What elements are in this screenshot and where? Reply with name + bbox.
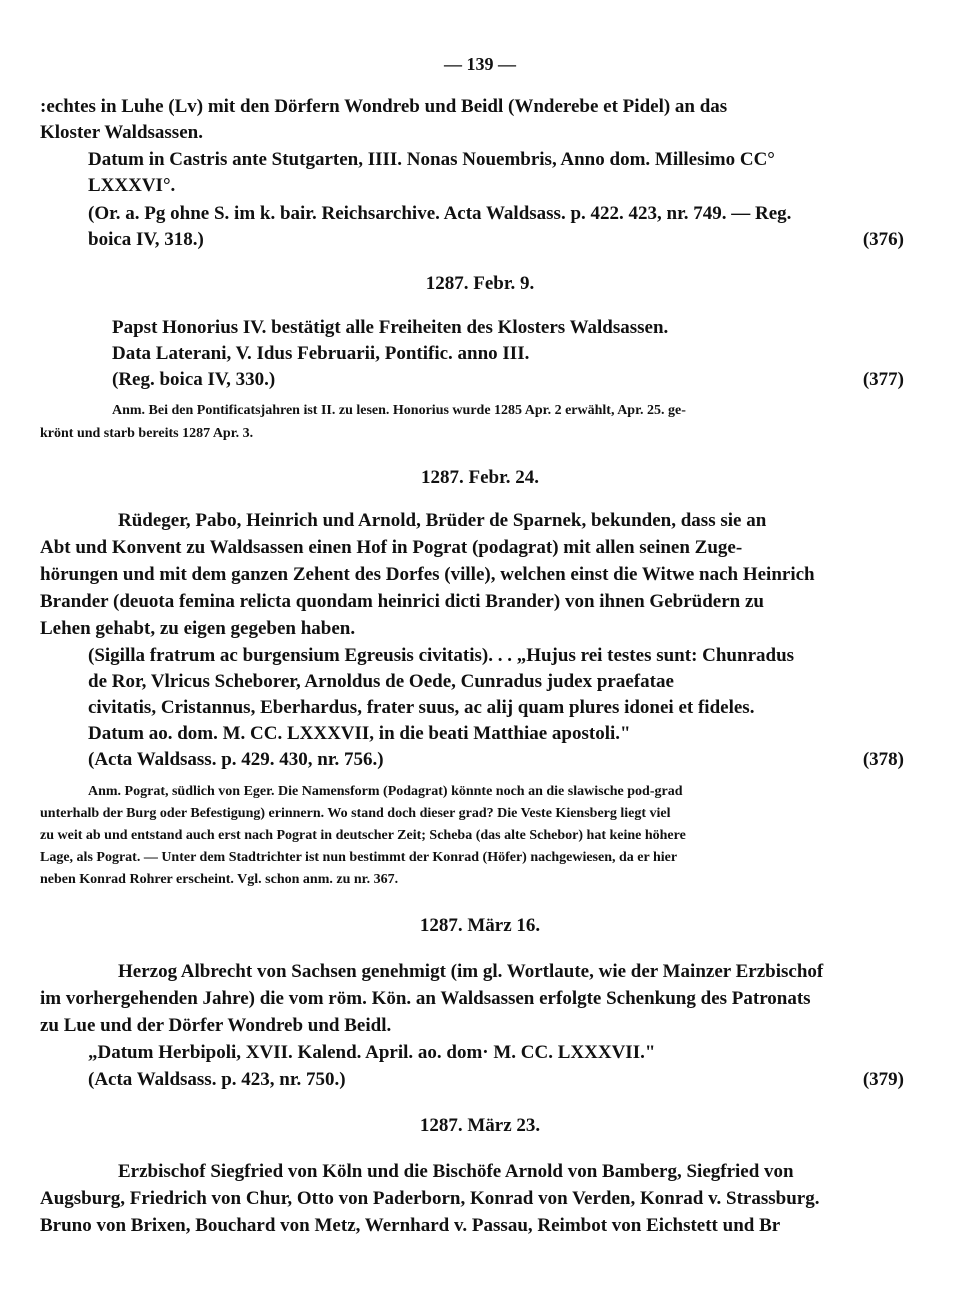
entry-number: (378) [862, 749, 904, 770]
annotation-line: neben Konrad Rohrer erscheint. Vgl. schon anm. zu nr. 367. [40, 872, 399, 887]
text-line: „Datum Herbipoli, XVII. Kalend. April. ao. dom· M. CC. LXXXVII." [88, 1042, 656, 1063]
text-line: boica IV, 318.) [88, 229, 204, 250]
text-line: Datum ao. dom. M. CC. LXXXVII, in die beati Matthiae apostoli." [88, 723, 631, 744]
entry-date-heading: 1287. Febr. 24. [420, 467, 540, 488]
text-line: Herzog Albrecht von Sachsen genehmigt (im gl. Wortlaute, wie der Mainzer Erzbischof [118, 961, 824, 982]
annotation-line: Lage, als Pograt. — Unter dem Stadtrichter ist nun bestimmt der Konrad (Höfer) nachgewiesen, da er hier [40, 850, 678, 865]
text-line: (Acta Waldsass. p. 429. 430, nr. 756.) [88, 749, 384, 770]
text-line: Bruno von Brixen, Bouchard von Metz, Wernhard v. Passau, Reimbot von Eichstett und Br [40, 1215, 781, 1236]
text-line: zu Lue und der Dörfer Wondreb und Beidl. [40, 1015, 392, 1036]
annotation-line: Anm. Bei den Pontificatsjahren ist II. zu lesen. Honorius wurde 1285 Apr. 2 erwählt, Apr. 25. ge- [112, 403, 686, 418]
text-line: hörungen und mit dem ganzen Zehent des Dorfes (ville), welchen einst die Witwe nach Heinrich [40, 564, 815, 585]
text-line: de Ror, Vlricus Scheborer, Arnoldus de Oede, Cunradus judex praefatae [88, 671, 674, 692]
page-number: — 139 — [444, 54, 516, 74]
text-line: :echtes in Luhe (Lv) mit den Dörfern Wondreb und Beidl (Wnderebe et Pidel) an das [40, 96, 728, 117]
text-line: Datum in Castris ante Stutgarten, IIII. Nonas Nouembris, Anno dom. Millesimo CC° [88, 149, 775, 170]
entry-date-heading: 1287. März 23. [419, 1115, 541, 1136]
text-line: (Sigilla fratrum ac burgensium Egreusis civitatis). . . „Hujus rei testes sunt: Chunradus [88, 645, 795, 666]
text-line: LXXXVI°. [88, 175, 176, 196]
text-line: Lehen gehabt, zu eigen gegeben haben. [40, 618, 356, 639]
annotation-line: zu weit ab und entstand auch erst nach Pograt in deutscher Zeit; Scheba (das alte Schebor) hat keine höhere [40, 828, 686, 843]
annotation-line: krönt und starb bereits 1287 Apr. 3. [40, 426, 254, 441]
entry-number: (376) [862, 229, 904, 250]
text-line: Brander (deuota femina relicta quondam heinrici dicti Brander) von ihnen Gebrüdern zu [40, 591, 764, 612]
text-line: (Acta Waldsass. p. 423, nr. 750.) [88, 1069, 346, 1090]
annotation-line: Anm. Pograt, südlich von Eger. Die Namensform (Podagrat) könnte noch an die slawische pod-grad [88, 784, 683, 799]
entry-date-heading: 1287. März 16. [419, 915, 541, 936]
text-line: (Reg. boica IV, 330.) [112, 369, 276, 390]
text-line: im vorhergehenden Jahre) die vom röm. Kön. an Waldsassen erfolgte Schenkung des Patronats [40, 988, 811, 1009]
entry-number: (379) [862, 1069, 904, 1090]
text-line: Abt und Konvent zu Waldsassen einen Hof in Pograt (podagrat) mit allen seinen Zuge- [40, 537, 743, 558]
entry-number: (377) [862, 369, 904, 390]
text-line: Rüdeger, Pabo, Heinrich und Arnold, Brüder de Sparnek, bekunden, dass sie an [118, 510, 767, 531]
text-line: (Or. a. Pg ohne S. im k. bair. Reichsarchive. Acta Waldsass. p. 422. 423, nr. 749. — Reg. [88, 203, 792, 224]
text-line: Data Laterani, V. Idus Februarii, Pontific. anno III. [112, 343, 530, 364]
text-line: Erzbischof Siegfried von Köln und die Bischöfe Arnold von Bamberg, Siegfried von [118, 1161, 794, 1182]
annotation-line: unterhalb der Burg oder Befestigung) erinnern. Wo stand doch dieser grad? Die Veste Kiensberg liegt viel [40, 806, 671, 821]
text-line: Kloster Waldsassen. [40, 122, 203, 143]
text-line: Augsburg, Friedrich von Chur, Otto von Paderborn, Konrad von Verden, Konrad v. Strassburg. [40, 1188, 820, 1209]
text-line: Papst Honorius IV. bestätigt alle Freiheiten des Klosters Waldsassen. [112, 317, 669, 338]
entry-date-heading: 1287. Febr. 9. [425, 273, 535, 294]
text-line: civitatis, Cristannus, Eberhardus, frater suus, ac alij quam plures idonei et fideles. [88, 697, 755, 718]
